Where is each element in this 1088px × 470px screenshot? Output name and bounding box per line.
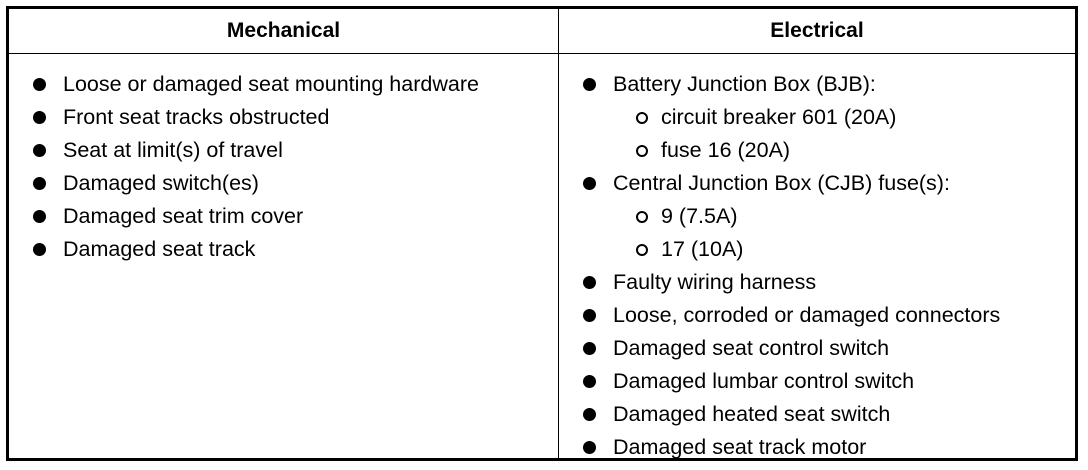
bullet-icon: [583, 342, 596, 355]
bullet-icon: [33, 78, 46, 91]
list-item-text: Damaged switch(es): [63, 171, 259, 195]
bullet-icon: [33, 243, 46, 256]
list-item-text: Damaged seat track: [63, 237, 256, 261]
bullet-icon: [33, 144, 46, 157]
list-item-text: Damaged lumbar control switch: [613, 369, 915, 393]
bullet-icon: [33, 177, 46, 190]
list-item-text: Battery Junction Box (BJB):: [613, 72, 876, 96]
list-item-text: Front seat tracks obstructed: [63, 105, 330, 129]
column-divider: [558, 9, 559, 458]
hollow-bullet-icon: [636, 145, 648, 157]
bullet-icon: [583, 408, 596, 421]
bullet-icon: [583, 78, 596, 91]
header-electrical: Electrical: [770, 19, 864, 42]
hollow-bullet-icon: [636, 112, 648, 124]
bullet-icon: [33, 210, 46, 223]
list-item-text: 9 (7.5A): [661, 204, 738, 228]
bullet-icon: [583, 375, 596, 388]
list-item-text: Damaged seat track motor: [613, 435, 867, 459]
hollow-bullet-icon: [636, 211, 648, 223]
list-item-text: Loose or damaged seat mounting hardware: [63, 72, 479, 96]
list-item-text: Faulty wiring harness: [613, 270, 817, 294]
list-item-text: Damaged seat trim cover: [63, 204, 304, 228]
bullet-icon: [583, 309, 596, 322]
bullet-icon: [583, 441, 596, 454]
list-item-text: circuit breaker 601 (20A): [661, 105, 897, 129]
bullet-icon: [583, 177, 596, 190]
bullet-icon: [33, 111, 46, 124]
list-item-text: fuse 16 (20A): [661, 138, 791, 162]
list-item-text: 17 (10A): [661, 237, 744, 261]
list-item-text: Central Junction Box (CJB) fuse(s):: [613, 171, 950, 195]
header-mechanical: Mechanical: [226, 19, 341, 42]
list-item-text: Seat at limit(s) of travel: [63, 138, 283, 162]
list-item-text: Damaged heated seat switch: [613, 402, 891, 426]
bullet-icon: [583, 276, 596, 289]
diagnostic-table: [6, 6, 1078, 461]
hollow-bullet-icon: [636, 244, 648, 256]
list-item-text: Damaged seat control switch: [613, 336, 890, 360]
list-item-text: Loose, corroded or damaged connectors: [613, 303, 1001, 327]
header-row: [9, 9, 1075, 54]
